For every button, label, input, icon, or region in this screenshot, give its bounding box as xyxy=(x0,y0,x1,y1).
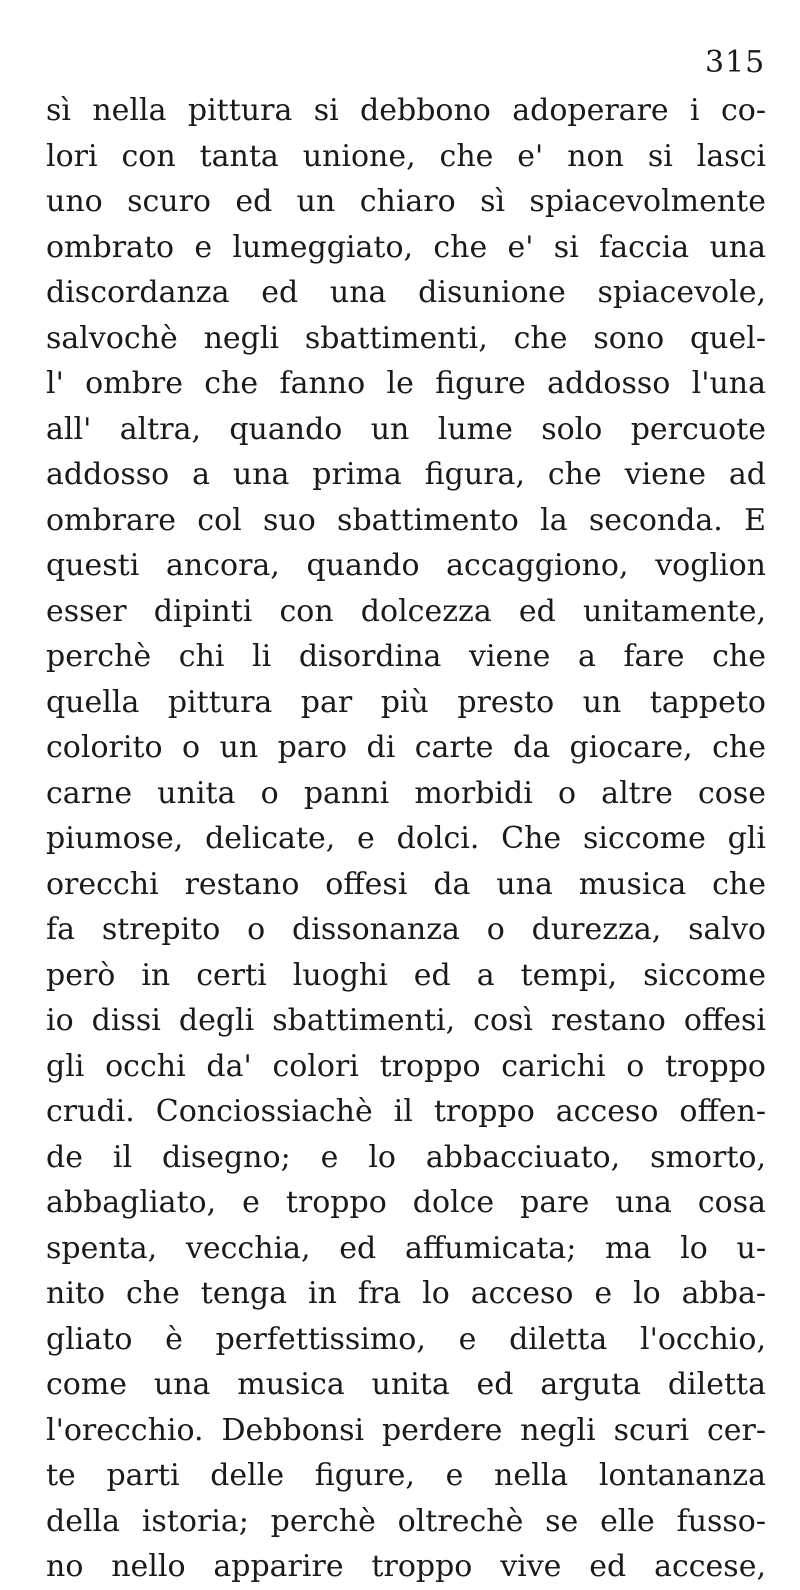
text-line: io dissi degli sbattimenti, così restano offesi xyxy=(46,1003,766,1038)
text-line: piumose, delicate, e dolci. Che siccome gli xyxy=(46,821,766,856)
text-line: gli occhi da' colori troppo carichi o troppo xyxy=(46,1048,766,1084)
text-line: quella pittura par più presto un tappeto xyxy=(46,684,766,720)
text-line: l' ombre che fanno le figure addosso l'una xyxy=(46,366,766,401)
text-line: della istoria; perchè oltrechè se elle fusso- xyxy=(46,1503,766,1539)
text-line: colorito o un paro di carte da giocare, che xyxy=(46,730,766,765)
text-line: nito che tenga in fra lo acceso e lo abba- xyxy=(46,1276,766,1311)
text-line: ombrare col suo sbattimento la seconda. E xyxy=(46,502,766,538)
text-line: perchè chi li disordina viene a fare che xyxy=(46,639,766,674)
text-line: l'orecchio. Debbonsi perdere negli scuri cer- xyxy=(46,1412,766,1448)
text-line: però in certi luoghi ed a tempi, siccome xyxy=(46,957,766,993)
text-line: de il disegno; e lo abbacciuato, smorto, xyxy=(46,1139,766,1175)
text-line: salvochè negli sbattimenti, che sono quel- xyxy=(46,320,766,356)
text-line: uno scuro ed un chiaro sì spiacevolmente xyxy=(46,184,766,219)
page-number: 315 xyxy=(705,45,766,80)
text-line: all' altra, quando un lume solo percuote xyxy=(46,411,766,447)
text-line: questi ancora, quando accaggiono, voglion xyxy=(46,548,766,583)
text-line: ombrato e lumeggiato, che e' si faccia una xyxy=(46,229,766,265)
text-line: crudi. Conciossiachè il troppo acceso offen- xyxy=(46,1094,766,1129)
text-line: no nello apparire troppo vive ed accese, xyxy=(46,1549,766,1584)
text-line: come una musica unita ed arguta diletta xyxy=(46,1367,766,1402)
text-line: esser dipinti con dolcezza ed unitamente, xyxy=(46,593,766,629)
text-line: te parti delle figure, e nella lontananza xyxy=(46,1458,766,1493)
text-line: carne unita o panni morbidi o altre cose xyxy=(46,775,766,811)
text-line: fa strepito o dissonanza o durezza, salvo xyxy=(46,912,766,947)
body-text xyxy=(46,88,766,1590)
text-line: discordanza ed una disunione spiacevole, xyxy=(46,275,766,310)
text-line: abbagliato, e troppo dolce pare una cosa xyxy=(46,1185,766,1220)
text-line: sì nella pittura si debbono adoperare i co- xyxy=(46,93,766,128)
text-line: orecchi restano offesi da una musica che xyxy=(46,866,766,902)
text-line: lori con tanta unione, che e' non si lasci xyxy=(46,138,766,174)
text-line: spenta, vecchia, ed affumicata; ma lo u- xyxy=(46,1230,766,1266)
text-line: gliato è perfettissimo, e diletta l'occhio, xyxy=(46,1321,766,1357)
text-line: addosso a una prima figura, che viene ad xyxy=(46,457,766,492)
